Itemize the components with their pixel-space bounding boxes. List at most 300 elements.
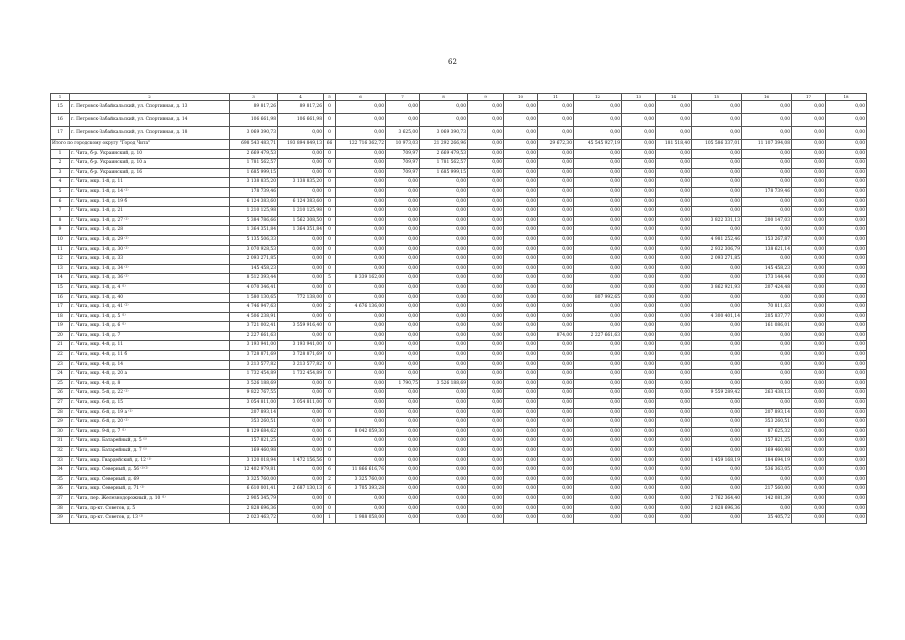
column-number: 9 bbox=[468, 94, 504, 101]
table-cell: 3 138 835,20 bbox=[278, 178, 324, 188]
table-cell: 0,00 bbox=[504, 178, 538, 188]
table-cell: 0,00 bbox=[420, 245, 468, 255]
table-cell: 0,00 bbox=[574, 466, 622, 476]
table-cell: 1 364 351,84 bbox=[278, 226, 324, 236]
table-cell: 1 732 454,89 bbox=[278, 370, 324, 380]
table-cell: 0,00 bbox=[692, 360, 742, 370]
table-cell: 0,00 bbox=[692, 178, 742, 188]
row-number: 17 bbox=[51, 303, 70, 313]
table-cell: 0,00 bbox=[656, 437, 692, 447]
table-cell: 0,00 bbox=[538, 351, 574, 361]
address-cell: г. Чита, мкр. Северный, д. 71 ⁽¹⁾ bbox=[70, 485, 230, 495]
table-row bbox=[51, 255, 867, 265]
table-cell: 0,00 bbox=[538, 274, 574, 284]
table-cell: 0,00 bbox=[468, 264, 504, 274]
table-cell: 0,00 bbox=[386, 427, 420, 437]
table-cell: 0,00 bbox=[826, 360, 867, 370]
address-cell: г. Чита, мкр. 1-й, д. 7 bbox=[70, 331, 230, 341]
table-cell: 0,00 bbox=[538, 303, 574, 313]
table-cell: 0,00 bbox=[504, 341, 538, 351]
table-cell: 0,00 bbox=[468, 149, 504, 159]
table-cell: 6 124 383,60 bbox=[278, 197, 324, 207]
table-cell: 0,00 bbox=[742, 370, 792, 380]
column-number: 12 bbox=[574, 94, 622, 101]
table-cell: 0,00 bbox=[278, 447, 324, 457]
table-cell: 0,00 bbox=[792, 466, 826, 476]
table-cell: 0,00 bbox=[468, 235, 504, 245]
table-cell: 1 790,75 bbox=[386, 379, 420, 389]
table-cell: 178 739,46 bbox=[742, 187, 792, 197]
table-cell: 0,00 bbox=[468, 427, 504, 437]
table-cell: 0,00 bbox=[504, 245, 538, 255]
table-cell: 0 bbox=[324, 197, 336, 207]
table-cell: 0,00 bbox=[504, 101, 538, 114]
table-cell: 0 bbox=[324, 447, 336, 457]
table-cell: 0,00 bbox=[826, 264, 867, 274]
table-cell: 0,00 bbox=[386, 494, 420, 504]
table-cell: 161 086,01 bbox=[742, 322, 792, 332]
table-cell: 0,00 bbox=[574, 159, 622, 169]
table-cell: 0,00 bbox=[622, 168, 656, 178]
table-cell: 2 093 271,85 bbox=[692, 255, 742, 265]
table-cell: 0,00 bbox=[656, 399, 692, 409]
table-cell: 0,00 bbox=[826, 322, 867, 332]
table-cell: 0,00 bbox=[692, 226, 742, 236]
table-cell: 0,00 bbox=[792, 312, 826, 322]
table-cell: 0,00 bbox=[574, 351, 622, 361]
table-cell: 0,00 bbox=[622, 322, 656, 332]
table-cell: 0,00 bbox=[538, 427, 574, 437]
table-cell: 0,00 bbox=[622, 303, 656, 313]
table-cell: 0,00 bbox=[504, 274, 538, 284]
table-cell: 0,00 bbox=[656, 226, 692, 236]
table-cell: 0,00 bbox=[386, 178, 420, 188]
table-cell: 0,00 bbox=[792, 226, 826, 236]
table-cell: 0 bbox=[324, 127, 336, 140]
table-cell: 0,00 bbox=[656, 149, 692, 159]
table-cell: 0,00 bbox=[336, 127, 386, 140]
table-cell: 0,00 bbox=[278, 331, 324, 341]
table-cell: 0,00 bbox=[386, 197, 420, 207]
table-cell: 0,00 bbox=[538, 168, 574, 178]
column-number: 5 bbox=[324, 94, 336, 101]
table-cell: 0 bbox=[324, 293, 336, 303]
table-cell: 0,00 bbox=[504, 322, 538, 332]
table-cell: 0,00 bbox=[826, 303, 867, 313]
table-cell: 0,00 bbox=[656, 485, 692, 495]
table-cell: 0,00 bbox=[622, 264, 656, 274]
table-cell: 0,00 bbox=[692, 399, 742, 409]
table-cell: 0,00 bbox=[826, 197, 867, 207]
address-cell: г. Чита, мкр. 5-й, д. 22 ⁽¹⁾ bbox=[70, 389, 230, 399]
table-cell: 0,00 bbox=[538, 197, 574, 207]
table-row bbox=[51, 427, 867, 437]
table-cell: 0,00 bbox=[504, 379, 538, 389]
table-cell: 0 bbox=[324, 178, 336, 188]
table-cell: 0,00 bbox=[386, 341, 420, 351]
table-cell: 0,00 bbox=[826, 312, 867, 322]
row-number: 16 bbox=[51, 114, 70, 127]
table-cell: 0,00 bbox=[622, 127, 656, 140]
table-cell: 0,00 bbox=[622, 187, 656, 197]
table-cell: 0,00 bbox=[468, 437, 504, 447]
table-cell: 0,00 bbox=[826, 341, 867, 351]
table-cell: 0,00 bbox=[656, 312, 692, 322]
table-cell: 0,00 bbox=[336, 178, 386, 188]
table-cell: 0,00 bbox=[622, 475, 656, 485]
table-cell: 0,00 bbox=[792, 178, 826, 188]
table-cell: 70 811,63 bbox=[742, 303, 792, 313]
table-cell: 0,00 bbox=[574, 494, 622, 504]
table-cell: 3 728 871,69 bbox=[278, 351, 324, 361]
table-cell: 0,00 bbox=[336, 312, 386, 322]
table-cell: 0,00 bbox=[468, 485, 504, 495]
table-cell: 0,00 bbox=[826, 494, 867, 504]
table-cell: 0 bbox=[324, 235, 336, 245]
table-cell: 10 973,03 bbox=[386, 140, 420, 150]
table-cell: 0,00 bbox=[574, 312, 622, 322]
row-number: 13 bbox=[51, 264, 70, 274]
table-cell: 0,00 bbox=[468, 303, 504, 313]
table-cell: 0,00 bbox=[504, 466, 538, 476]
table-cell: 0 bbox=[324, 399, 336, 409]
column-number: 13 bbox=[622, 94, 656, 101]
table-cell: 0,00 bbox=[538, 255, 574, 265]
table-cell: 0,00 bbox=[692, 207, 742, 217]
address-cell: г. Чита, мкр. 1-й, д. 14 ⁽¹⁾ bbox=[70, 187, 230, 197]
table-cell: 0,00 bbox=[538, 475, 574, 485]
table-cell: 5 135 506,33 bbox=[230, 235, 278, 245]
address-cell: г. Чита, мкр. 4-й, д. 11 б bbox=[70, 351, 230, 361]
table-cell: 0,00 bbox=[336, 187, 386, 197]
table-cell: 0,00 bbox=[792, 274, 826, 284]
table-cell: 0,00 bbox=[826, 216, 867, 226]
table-cell: 0,00 bbox=[622, 504, 656, 514]
table-cell: 0,00 bbox=[792, 504, 826, 514]
table-cell: 0,00 bbox=[826, 207, 867, 217]
table-cell: 0,00 bbox=[468, 351, 504, 361]
table-cell: 0,00 bbox=[792, 341, 826, 351]
table-cell: 0,00 bbox=[692, 418, 742, 428]
table-cell: 3 069 390,73 bbox=[420, 127, 468, 140]
table-cell: 0,00 bbox=[826, 485, 867, 495]
table-cell: 0,00 bbox=[278, 427, 324, 437]
table-cell: 0,00 bbox=[504, 408, 538, 418]
table-cell: 0,00 bbox=[656, 303, 692, 313]
address-cell: г. Чита, мкр. 1-й, д. 28 bbox=[70, 226, 230, 236]
table-cell: 0,00 bbox=[742, 504, 792, 514]
table-cell: 0,00 bbox=[826, 418, 867, 428]
row-number: 34 bbox=[51, 466, 70, 476]
address-cell: г. Чита, мкр. 6-й, д. 20 ⁽¹⁾ bbox=[70, 418, 230, 428]
table-row bbox=[51, 389, 867, 399]
table-cell: 0,00 bbox=[574, 226, 622, 236]
table-row bbox=[51, 437, 867, 447]
table-cell: 0,00 bbox=[622, 312, 656, 322]
table-cell: 0,00 bbox=[468, 322, 504, 332]
table-row bbox=[51, 360, 867, 370]
table-cell: 0,00 bbox=[692, 447, 742, 457]
table-cell: 0,00 bbox=[742, 293, 792, 303]
table-cell: 0,00 bbox=[468, 178, 504, 188]
table-cell: 0,00 bbox=[656, 283, 692, 293]
address-cell: г. Чита, мкр. 6-й, д. 15 bbox=[70, 399, 230, 409]
column-number: 18 bbox=[826, 94, 867, 101]
table-cell: 106 661,98 bbox=[230, 114, 278, 127]
table-row bbox=[51, 178, 867, 188]
address-cell: г. Чита, мкр. 1-й, д. 29 ⁽¹⁾ bbox=[70, 235, 230, 245]
address-cell: г. Чита, пр-кт. Советов, д. 13 ⁽¹⁾ bbox=[70, 514, 230, 524]
table-cell: 0,00 bbox=[792, 494, 826, 504]
table-cell: 0,00 bbox=[386, 207, 420, 217]
table-cell: 0,00 bbox=[420, 187, 468, 197]
table-cell: 173 144,44 bbox=[742, 274, 792, 284]
table-cell: 0,00 bbox=[538, 114, 574, 127]
table-cell: 0,00 bbox=[336, 360, 386, 370]
table-cell: 0,00 bbox=[504, 370, 538, 380]
table-cell: 0,00 bbox=[420, 360, 468, 370]
table-row bbox=[51, 312, 867, 322]
table-cell: 0,00 bbox=[574, 274, 622, 284]
table-cell: 0,00 bbox=[742, 255, 792, 265]
table-cell: 0,00 bbox=[336, 101, 386, 114]
table-row bbox=[51, 226, 867, 236]
table-cell: 0,00 bbox=[504, 303, 538, 313]
table-cell: 0,00 bbox=[336, 245, 386, 255]
table-cell: 0,00 bbox=[468, 245, 504, 255]
table-row bbox=[51, 283, 867, 293]
table-cell: 0,00 bbox=[622, 149, 656, 159]
table-cell: 0,00 bbox=[386, 504, 420, 514]
table-cell: 0,00 bbox=[742, 127, 792, 140]
table-cell: 0,00 bbox=[792, 159, 826, 169]
table-cell: 0,00 bbox=[468, 226, 504, 236]
table-cell: 3 625,00 bbox=[386, 127, 420, 140]
column-number: 7 bbox=[386, 94, 420, 101]
table-cell: 0,00 bbox=[420, 274, 468, 284]
table-cell: 0,00 bbox=[742, 114, 792, 127]
table-cell: 0,00 bbox=[622, 197, 656, 207]
table-cell: 0,00 bbox=[420, 178, 468, 188]
table-cell: 3 559 916,40 bbox=[278, 322, 324, 332]
table-cell: 0,00 bbox=[792, 322, 826, 332]
table-cell: 353 260,51 bbox=[230, 418, 278, 428]
column-number: 17 bbox=[792, 94, 826, 101]
table-cell: 3 054 811,00 bbox=[230, 399, 278, 409]
table-cell: 1 472 156,56 bbox=[278, 456, 324, 466]
table-cell: 0,00 bbox=[622, 514, 656, 524]
table-cell: 0,00 bbox=[692, 370, 742, 380]
table-cell: 0,00 bbox=[336, 255, 386, 265]
table-cell: 0,00 bbox=[504, 331, 538, 341]
table-cell: 0,00 bbox=[468, 504, 504, 514]
table-row bbox=[51, 504, 867, 514]
row-number: 29 bbox=[51, 418, 70, 428]
table-row bbox=[51, 149, 867, 159]
column-number-row bbox=[51, 94, 867, 101]
table-cell: 1 459 168,19 bbox=[692, 456, 742, 466]
address-cell: г. Чита, мкр. Батарейный, д. 7 ⁽¹⁾ bbox=[70, 447, 230, 457]
table-cell: 0,00 bbox=[420, 494, 468, 504]
table-cell: 0,00 bbox=[278, 303, 324, 313]
table-cell: 6 610 001,41 bbox=[230, 485, 278, 495]
row-number: 4 bbox=[51, 178, 70, 188]
table-row bbox=[51, 418, 867, 428]
table-cell: 0,00 bbox=[656, 207, 692, 217]
table-cell: 184 694,19 bbox=[742, 456, 792, 466]
table-cell: 0,00 bbox=[656, 370, 692, 380]
table-cell: 0,00 bbox=[468, 447, 504, 457]
table-row bbox=[51, 341, 867, 351]
table-cell: 89 817,26 bbox=[230, 101, 278, 114]
table-cell: 0,00 bbox=[622, 245, 656, 255]
row-number: 17 bbox=[51, 127, 70, 140]
table-cell: 0 bbox=[324, 379, 336, 389]
address-cell: г. Чита, мкр. 1-й, д. 27 ⁽¹⁾ bbox=[70, 216, 230, 226]
table-cell: 263 438,13 bbox=[742, 389, 792, 399]
table-cell: 0,00 bbox=[420, 226, 468, 236]
table-cell: 205 837,77 bbox=[742, 312, 792, 322]
table-cell: 0,00 bbox=[574, 168, 622, 178]
table-cell: 0,00 bbox=[656, 447, 692, 457]
table-cell: 0,00 bbox=[574, 504, 622, 514]
table-cell: 0,00 bbox=[420, 447, 468, 457]
table-cell: 0,00 bbox=[656, 475, 692, 485]
table-cell: 0,00 bbox=[826, 389, 867, 399]
table-cell: 0,00 bbox=[656, 418, 692, 428]
table-cell: 3 526 188,69 bbox=[230, 379, 278, 389]
table-cell: 181 518,40 bbox=[656, 140, 692, 150]
table-cell: 0,00 bbox=[468, 456, 504, 466]
table-cell: 0,00 bbox=[574, 207, 622, 217]
table-cell: 2 828 696,36 bbox=[692, 504, 742, 514]
table-cell: 0,00 bbox=[386, 437, 420, 447]
table-cell: 0,00 bbox=[574, 370, 622, 380]
table-cell: 0 bbox=[324, 226, 336, 236]
table-cell: 0,00 bbox=[826, 331, 867, 341]
table-cell: 807 992,65 bbox=[574, 293, 622, 303]
table-cell: 0,00 bbox=[468, 379, 504, 389]
table-cell: 0,00 bbox=[656, 360, 692, 370]
table-cell: 0,00 bbox=[622, 466, 656, 476]
table-cell: 4 981 252,46 bbox=[692, 235, 742, 245]
table-cell: 0,00 bbox=[278, 149, 324, 159]
row-number: 21 bbox=[51, 341, 70, 351]
table-cell: 0,00 bbox=[742, 475, 792, 485]
row-number: 25 bbox=[51, 379, 70, 389]
table-cell: 0,00 bbox=[656, 456, 692, 466]
table-cell: 0,00 bbox=[622, 274, 656, 284]
table-cell: 0,00 bbox=[622, 494, 656, 504]
table-cell: 0,00 bbox=[692, 408, 742, 418]
table-cell: 0,00 bbox=[504, 494, 538, 504]
table-cell: 0,00 bbox=[420, 331, 468, 341]
table-cell: 0,00 bbox=[656, 114, 692, 127]
table-cell: 0,00 bbox=[386, 293, 420, 303]
table-cell: 0,00 bbox=[826, 475, 867, 485]
table-cell: 217 560,00 bbox=[742, 485, 792, 495]
table-cell: 0,00 bbox=[336, 322, 386, 332]
table-cell: 0,00 bbox=[420, 485, 468, 495]
table-cell: 0,00 bbox=[336, 283, 386, 293]
table-cell: 0,00 bbox=[826, 504, 867, 514]
table-cell: 0,00 bbox=[574, 235, 622, 245]
table-cell: 0,00 bbox=[386, 216, 420, 226]
column-number: 2 bbox=[70, 94, 230, 101]
table-cell: 2 932 306,79 bbox=[692, 245, 742, 255]
table-row bbox=[51, 245, 867, 255]
table-cell: 0,00 bbox=[574, 197, 622, 207]
table-cell: 0,00 bbox=[622, 226, 656, 236]
table-cell: 0,00 bbox=[504, 216, 538, 226]
table-cell: 0,00 bbox=[792, 149, 826, 159]
table-cell: 2 bbox=[324, 303, 336, 313]
table-cell: 0 bbox=[324, 456, 336, 466]
table-cell: 1 210 125,98 bbox=[230, 207, 278, 217]
table-cell: 200 147,03 bbox=[742, 216, 792, 226]
table-cell: 0,00 bbox=[622, 437, 656, 447]
row-number: 7 bbox=[51, 207, 70, 217]
table-cell: 0,00 bbox=[504, 447, 538, 457]
table-cell: 0,00 bbox=[336, 379, 386, 389]
row-number: 30 bbox=[51, 427, 70, 437]
row-number: 8 bbox=[51, 216, 70, 226]
row-number: 10 bbox=[51, 235, 70, 245]
row-number: 15 bbox=[51, 101, 70, 114]
table-cell: 0,00 bbox=[692, 149, 742, 159]
table-cell: 0,00 bbox=[538, 245, 574, 255]
table-cell: 0,00 bbox=[742, 149, 792, 159]
table-cell: 0,00 bbox=[386, 418, 420, 428]
table-cell: 1 580 130,65 bbox=[230, 293, 278, 303]
table-row bbox=[51, 293, 867, 303]
row-number: 6 bbox=[51, 197, 70, 207]
table-cell: 0,00 bbox=[336, 399, 386, 409]
table-cell: 0,00 bbox=[792, 127, 826, 140]
table-cell: 0,00 bbox=[420, 408, 468, 418]
table-cell: 0,00 bbox=[386, 399, 420, 409]
table-cell: 0,00 bbox=[574, 255, 622, 265]
table-cell: 0,00 bbox=[622, 389, 656, 399]
table-cell: 0,00 bbox=[336, 341, 386, 351]
row-number: 35 bbox=[51, 475, 70, 485]
column-number: 4 bbox=[278, 94, 324, 101]
address-cell: г. Чита, мкр. Гвардейский, д. 12 ⁽¹⁾ bbox=[70, 456, 230, 466]
table-cell: 0,00 bbox=[622, 235, 656, 245]
table-cell: 0,00 bbox=[504, 207, 538, 217]
table-cell: 0,00 bbox=[468, 293, 504, 303]
table-cell: 0 bbox=[324, 149, 336, 159]
table-row bbox=[51, 408, 867, 418]
table-cell: 0,00 bbox=[538, 341, 574, 351]
table-cell: 3 728 871,69 bbox=[230, 351, 278, 361]
table-cell: 0 bbox=[324, 207, 336, 217]
table-cell: 0,00 bbox=[656, 293, 692, 303]
table-cell: 0,00 bbox=[538, 101, 574, 114]
table-cell: 0,00 bbox=[420, 322, 468, 332]
table-cell: 0,00 bbox=[826, 114, 867, 127]
table-cell: 0,00 bbox=[826, 159, 867, 169]
table-cell: 0,00 bbox=[792, 303, 826, 313]
table-cell: 0,00 bbox=[386, 322, 420, 332]
table-cell: 0,00 bbox=[538, 235, 574, 245]
table-cell: 0,00 bbox=[386, 101, 420, 114]
table-cell: 0,00 bbox=[792, 255, 826, 265]
table-cell: 0,00 bbox=[336, 235, 386, 245]
table-cell: 0,00 bbox=[538, 485, 574, 495]
table-cell: 0,00 bbox=[792, 245, 826, 255]
table-cell: 0,00 bbox=[622, 427, 656, 437]
